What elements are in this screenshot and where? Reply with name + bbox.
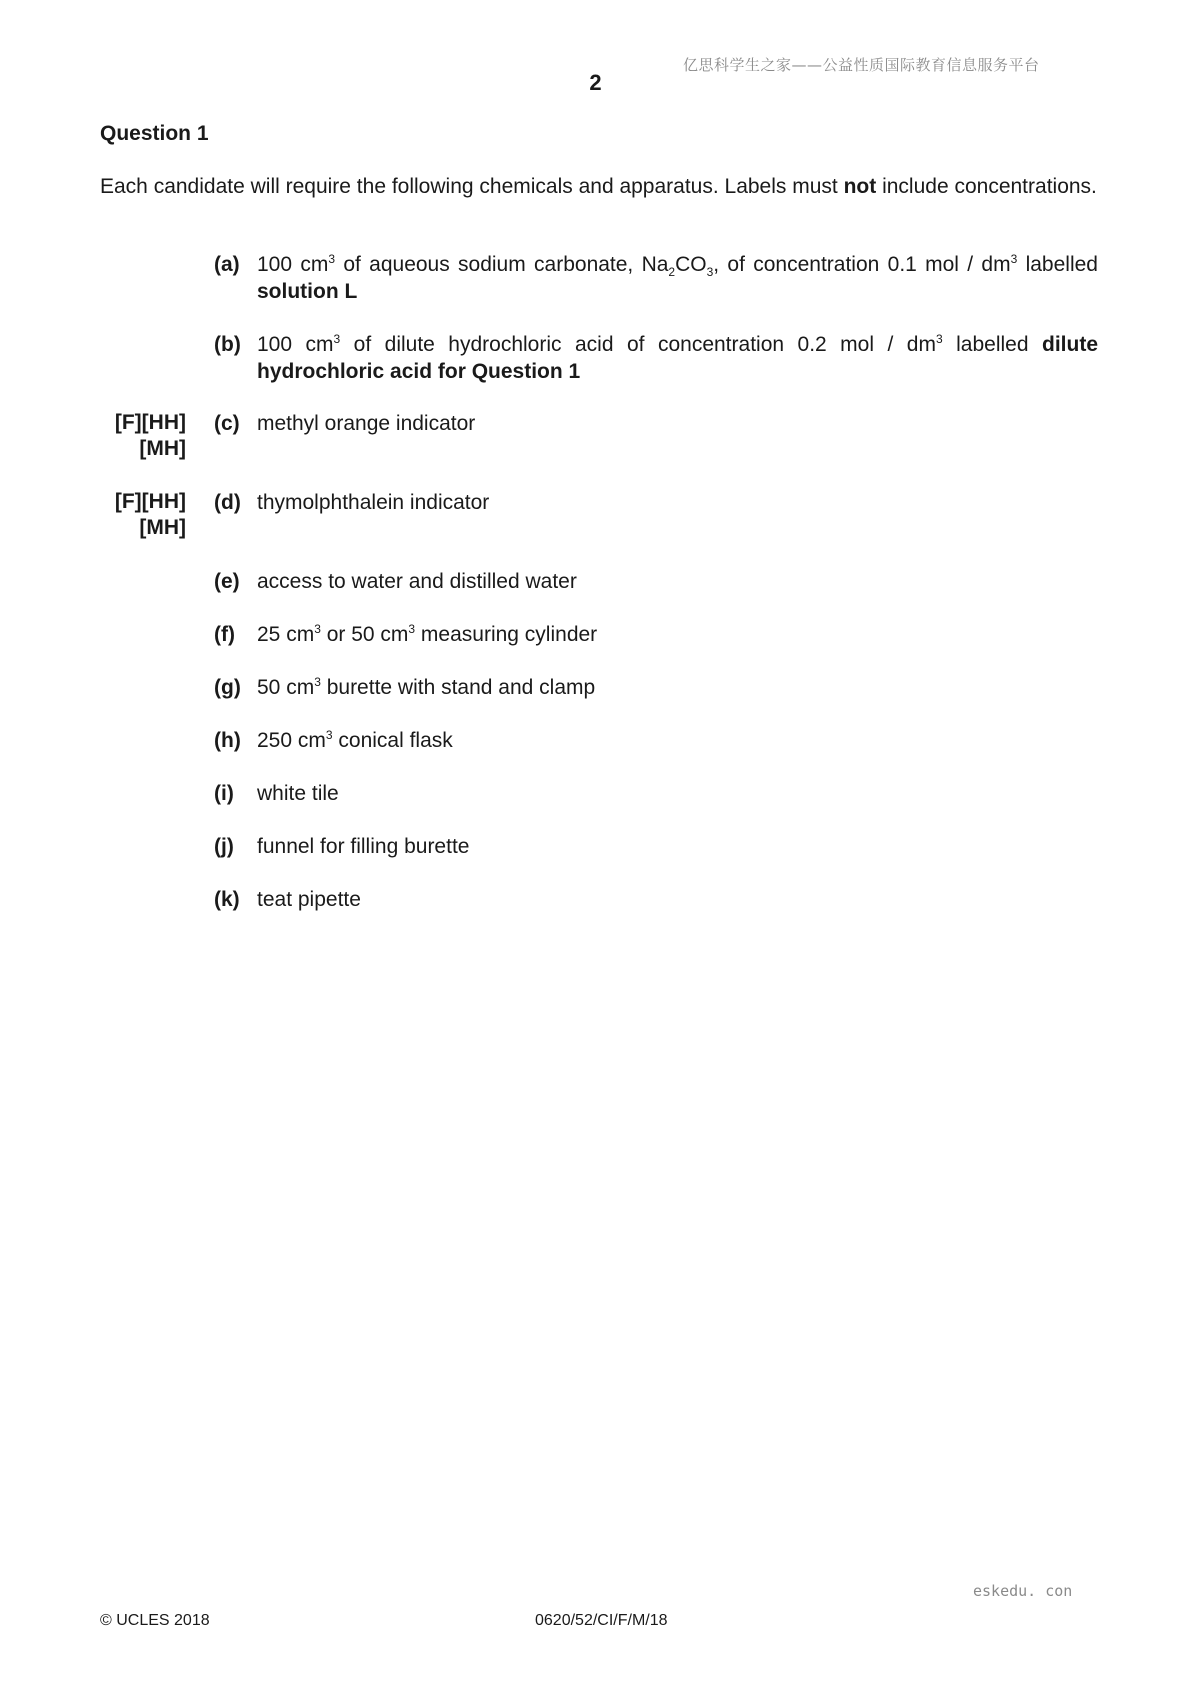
item-letter: (j) xyxy=(214,835,234,858)
item-letter: (d) xyxy=(214,491,241,514)
item-text: access to water and distilled water xyxy=(257,570,577,593)
text-run: burette with stand and clamp xyxy=(320,676,596,699)
subscript: 2 xyxy=(668,265,676,279)
item-text: methyl orange indicator xyxy=(257,412,476,435)
item-letter: (h) xyxy=(214,729,241,752)
site-watermark: eskedu. con xyxy=(973,1582,1073,1600)
tag-line: [F][HH] xyxy=(114,490,186,513)
item-letter: (b) xyxy=(214,333,241,356)
marking-tag xyxy=(96,410,186,462)
intro-text-after: include concentrations. xyxy=(876,175,1097,198)
item-letter: (a) xyxy=(214,253,240,276)
text-run: 100 cm xyxy=(257,253,329,276)
item-text: thymolphthalein indicator xyxy=(257,491,490,514)
intro-text-before: Each candidate will require the following chemicals and apparatus. Labels must xyxy=(100,175,844,198)
tag-line: [F][HH] xyxy=(114,411,186,434)
header-watermark: 亿思科学生之家——公益性质国际教育信息服务平台 xyxy=(683,56,1040,74)
item-text xyxy=(257,251,1098,305)
item-letter: (i) xyxy=(214,782,234,805)
superscript: 3 xyxy=(314,622,321,636)
superscript: 3 xyxy=(408,622,416,636)
item-letter: (e) xyxy=(214,570,240,593)
footer-paper-code: 0620/52/CI/F/M/18 xyxy=(535,1612,668,1629)
text-run: of aqueous sodium carbonate, Na xyxy=(335,253,669,276)
item-text: teat pipette xyxy=(257,888,361,911)
item-letter: (k) xyxy=(214,888,240,911)
text-run: or 50 cm xyxy=(320,623,409,646)
text-run: 50 cm xyxy=(257,676,315,699)
item-text xyxy=(257,674,1098,701)
text-run: conical flask xyxy=(332,729,453,752)
text-run: 100 cm xyxy=(257,333,334,356)
marking-tag xyxy=(96,489,186,541)
item-text xyxy=(257,331,1098,385)
item-text xyxy=(257,727,1098,754)
superscript: 3 xyxy=(314,675,321,689)
intro-emphasis: not xyxy=(843,175,877,198)
item-text xyxy=(257,621,1098,648)
superscript: 3 xyxy=(1010,252,1018,266)
text-run: of dilute hydrochloric acid of concentration 0.2 mol / dm xyxy=(340,333,936,356)
footer-copyright: © UCLES 2018 xyxy=(100,1612,210,1629)
item-letter: (f) xyxy=(214,623,235,646)
item-letter: (c) xyxy=(214,412,240,435)
text-run: , of concentration 0.1 mol / dm xyxy=(713,253,1011,276)
page-number: 2 xyxy=(589,70,602,95)
item-bold-label: dilute hydrochloric acid for Question 1 xyxy=(257,333,1098,383)
superscript: 3 xyxy=(935,332,943,346)
item-text: funnel for filling burette xyxy=(257,835,470,858)
tag-line: [MH] xyxy=(139,516,186,539)
superscript: 3 xyxy=(333,332,341,346)
text-run: 250 cm xyxy=(257,729,326,752)
subscript: 3 xyxy=(706,265,714,279)
intro-paragraph xyxy=(100,173,1098,200)
text-run: labelled xyxy=(1017,253,1098,276)
text-run: 25 cm xyxy=(257,623,315,646)
superscript: 3 xyxy=(328,252,336,266)
item-letter: (g) xyxy=(214,676,241,699)
text-run: CO xyxy=(675,253,707,276)
text-run: labelled xyxy=(942,333,1042,356)
question-title: Question 1 xyxy=(100,122,209,145)
superscript: 3 xyxy=(325,728,333,742)
tag-line: [MH] xyxy=(139,437,186,460)
item-text: white tile xyxy=(257,782,339,805)
item-bold-label: solution L xyxy=(257,280,358,303)
text-run: measuring cylinder xyxy=(415,623,598,646)
